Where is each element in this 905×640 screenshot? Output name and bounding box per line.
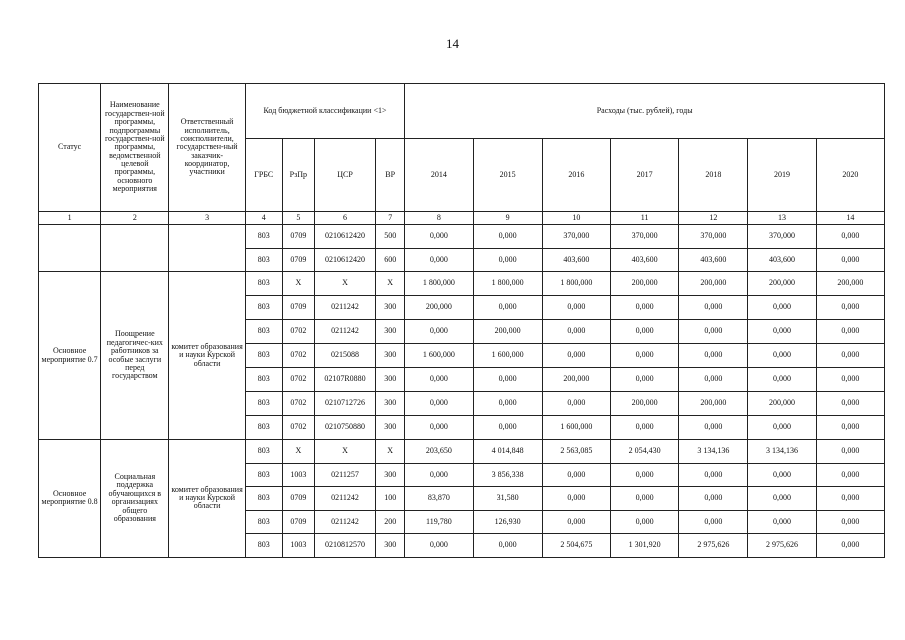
table-row — [39, 272, 885, 296]
table-cell: 0,000 — [816, 487, 884, 511]
column-number: 10 — [542, 212, 610, 225]
table-cell: 0,000 — [816, 440, 884, 464]
table-cell: 0,000 — [748, 463, 816, 487]
header-year: 2016 — [542, 139, 610, 212]
table-cell: 0,000 — [679, 344, 748, 368]
table-cell: 200,000 — [473, 320, 542, 344]
table-cell: 300 — [376, 416, 405, 440]
table-cell: 2 504,675 — [542, 534, 610, 558]
table-cell: 0,000 — [610, 368, 678, 392]
column-number: 3 — [169, 212, 245, 225]
table-cell: 0,000 — [405, 225, 473, 249]
table-cell: 0,000 — [816, 296, 884, 320]
table-cell: 0,000 — [542, 392, 610, 416]
table-cell: 403,600 — [610, 248, 678, 272]
table-cell: 126,930 — [473, 510, 542, 534]
table-cell: 803 — [245, 534, 282, 558]
table-cell: 803 — [245, 248, 282, 272]
row-name: Социальная поддержка обучающихся в организациях общего образования — [101, 440, 169, 558]
header-grbs: ГРБС — [245, 139, 282, 212]
table-cell: 4 014,848 — [473, 440, 542, 464]
table-cell: 200,000 — [405, 296, 473, 320]
table-cell: 1003 — [282, 463, 314, 487]
table-cell: 0,000 — [748, 368, 816, 392]
table-cell: 0,000 — [405, 368, 473, 392]
table-cell: 0,000 — [748, 416, 816, 440]
table-cell: Х — [282, 440, 314, 464]
table-cell: 0,000 — [473, 416, 542, 440]
table-cell: 1 800,000 — [473, 272, 542, 296]
table-cell: Х — [376, 440, 405, 464]
table-row — [39, 225, 885, 249]
table-cell: 803 — [245, 344, 282, 368]
table-cell: 0,000 — [610, 320, 678, 344]
table-cell: 1 600,000 — [473, 344, 542, 368]
table-row — [39, 440, 885, 464]
table-cell: 0,000 — [473, 248, 542, 272]
table-cell: 0,000 — [473, 392, 542, 416]
table-cell: 803 — [245, 296, 282, 320]
header-csr: ЦСР — [314, 139, 375, 212]
table-cell: 31,580 — [473, 487, 542, 511]
table-cell: 0,000 — [542, 463, 610, 487]
table-cell: 0,000 — [473, 368, 542, 392]
column-number: 9 — [473, 212, 542, 225]
table-cell: 803 — [245, 225, 282, 249]
column-number: 4 — [245, 212, 282, 225]
table-cell: 1 800,000 — [405, 272, 473, 296]
row-status — [39, 225, 101, 272]
page-number: 14 — [446, 36, 459, 51]
table-cell: 300 — [376, 534, 405, 558]
table-cell: Х — [376, 272, 405, 296]
header-year: 2018 — [679, 139, 748, 212]
header-year: 2017 — [610, 139, 678, 212]
table-cell: 803 — [245, 368, 282, 392]
table-cell: 0210750880 — [314, 416, 375, 440]
table-cell: 0709 — [282, 248, 314, 272]
table-cell: 2 563,085 — [542, 440, 610, 464]
table-cell: 300 — [376, 296, 405, 320]
column-number-row — [39, 212, 885, 225]
header-responsible: Ответственный исполнитель, соисполнители, государствен-ный заказчик-координатор, участники — [169, 84, 245, 212]
table-cell: 203,650 — [405, 440, 473, 464]
table-cell: 200,000 — [679, 392, 748, 416]
table-cell: 0,000 — [816, 344, 884, 368]
table-cell: 300 — [376, 344, 405, 368]
table-cell: 0,000 — [610, 487, 678, 511]
table-cell: 0709 — [282, 225, 314, 249]
table-cell: 0215088 — [314, 344, 375, 368]
table-cell: 0,000 — [405, 463, 473, 487]
table-cell: 0,000 — [542, 320, 610, 344]
column-number: 7 — [376, 212, 405, 225]
table-cell: 0,000 — [679, 296, 748, 320]
table-cell: 0,000 — [748, 344, 816, 368]
table-cell: 803 — [245, 463, 282, 487]
table-cell: 200,000 — [679, 272, 748, 296]
table-cell: 0709 — [282, 510, 314, 534]
table-cell: 3 134,136 — [748, 440, 816, 464]
header-year: 2019 — [748, 139, 816, 212]
column-number: 8 — [405, 212, 473, 225]
table-cell: 370,000 — [748, 225, 816, 249]
table-cell: 0,000 — [679, 487, 748, 511]
header-year: 2015 — [473, 139, 542, 212]
table-cell: 0210812570 — [314, 534, 375, 558]
row-name — [101, 225, 169, 272]
table-cell: 200,000 — [610, 272, 678, 296]
row-name: Поощрение педагогичес-ких работников за особые заслуги перед государством — [101, 272, 169, 440]
table-cell: 1003 — [282, 534, 314, 558]
table-cell: 0,000 — [405, 320, 473, 344]
table-cell: 0,000 — [679, 510, 748, 534]
table-cell: 0702 — [282, 368, 314, 392]
table-cell: 803 — [245, 510, 282, 534]
table-cell: 0,000 — [679, 368, 748, 392]
header-row-1 — [39, 84, 885, 139]
header-name: Наименование государствен-ной программы, подпрограммы государствен-ной программы, ведомственной целевой программы, основного мероприятия — [101, 84, 169, 212]
table-cell: 0,000 — [473, 534, 542, 558]
table-cell: 200,000 — [748, 392, 816, 416]
table-cell: 1 301,920 — [610, 534, 678, 558]
table-cell: 403,600 — [679, 248, 748, 272]
table-cell: 0,000 — [816, 510, 884, 534]
table-cell: 0,000 — [405, 248, 473, 272]
table-cell: 200,000 — [816, 272, 884, 296]
table-cell: 803 — [245, 272, 282, 296]
table-cell: 403,600 — [542, 248, 610, 272]
table-cell: 200 — [376, 510, 405, 534]
table-cell: 0,000 — [816, 463, 884, 487]
table-cell: 0,000 — [816, 534, 884, 558]
table-cell: Х — [314, 272, 375, 296]
table-cell: 803 — [245, 416, 282, 440]
table-cell: 0211242 — [314, 320, 375, 344]
table-cell: 0,000 — [610, 344, 678, 368]
table-cell: 0211242 — [314, 296, 375, 320]
table-cell: 3 134,136 — [679, 440, 748, 464]
table-cell: 200,000 — [542, 368, 610, 392]
row-responsible: комитет образования и науки Курской области — [169, 272, 245, 440]
budget-table — [38, 83, 885, 558]
table-cell: 0702 — [282, 344, 314, 368]
table-cell: 0,000 — [610, 296, 678, 320]
row-responsible — [169, 225, 245, 272]
table-cell: 0702 — [282, 320, 314, 344]
table-cell: 200,000 — [748, 272, 816, 296]
header-year: 2014 — [405, 139, 473, 212]
table-cell: 119,780 — [405, 510, 473, 534]
table-cell: 0211242 — [314, 487, 375, 511]
table-cell: 0,000 — [473, 296, 542, 320]
table-cell: 0,000 — [405, 392, 473, 416]
column-number: 1 — [39, 212, 101, 225]
table-cell: 803 — [245, 440, 282, 464]
header-status: Статус — [39, 84, 101, 212]
table-cell: 600 — [376, 248, 405, 272]
table-cell: 2 975,626 — [679, 534, 748, 558]
table-cell: 0,000 — [816, 392, 884, 416]
table-cell: 0,000 — [610, 510, 678, 534]
table-cell: 1 600,000 — [405, 344, 473, 368]
table-cell: 1 800,000 — [542, 272, 610, 296]
table-cell: 100 — [376, 487, 405, 511]
table-cell: 0,000 — [748, 296, 816, 320]
table-cell: 0211242 — [314, 510, 375, 534]
table-cell: 0,000 — [816, 248, 884, 272]
table-cell: 0210612420 — [314, 248, 375, 272]
table-cell: 83,870 — [405, 487, 473, 511]
table-cell: 0,000 — [542, 487, 610, 511]
header-vr: ВР — [376, 139, 405, 212]
table-cell: 0,000 — [679, 320, 748, 344]
table-cell: 0,000 — [542, 510, 610, 534]
table-cell: 200,000 — [610, 392, 678, 416]
header-expenses: Расходы (тыс. рублей), годы — [405, 84, 885, 139]
table-cell: 300 — [376, 320, 405, 344]
column-number: 11 — [610, 212, 678, 225]
table-cell: 0,000 — [748, 487, 816, 511]
table-cell: 300 — [376, 392, 405, 416]
column-number: 12 — [679, 212, 748, 225]
table-cell: 0,000 — [816, 320, 884, 344]
table-cell: 2 054,430 — [610, 440, 678, 464]
table-cell: 0,000 — [405, 416, 473, 440]
table-cell: 300 — [376, 368, 405, 392]
table-cell: 2 975,626 — [748, 534, 816, 558]
table-cell: 0702 — [282, 416, 314, 440]
table-cell: 3 856,338 — [473, 463, 542, 487]
row-status: Основное мероприятие 0.7 — [39, 272, 101, 440]
table-cell: 0702 — [282, 392, 314, 416]
column-number: 13 — [748, 212, 816, 225]
table-cell: 0,000 — [405, 534, 473, 558]
table-cell: 0709 — [282, 296, 314, 320]
table-cell: 300 — [376, 463, 405, 487]
table-cell: 0,000 — [610, 463, 678, 487]
table-cell: 803 — [245, 392, 282, 416]
table-cell: 370,000 — [610, 225, 678, 249]
column-number: 14 — [816, 212, 884, 225]
header-year: 2020 — [816, 139, 884, 212]
table-cell: 0,000 — [542, 296, 610, 320]
table-cell: 0709 — [282, 487, 314, 511]
table-cell: 0,000 — [542, 344, 610, 368]
table-cell: 0,000 — [679, 416, 748, 440]
row-status: Основное мероприятие 0.8 — [39, 440, 101, 558]
column-number: 5 — [282, 212, 314, 225]
row-responsible: комитет образования и науки Курской области — [169, 440, 245, 558]
table-cell: 0211257 — [314, 463, 375, 487]
table-cell: 0210712726 — [314, 392, 375, 416]
column-number: 6 — [314, 212, 375, 225]
table-cell: 0,000 — [748, 510, 816, 534]
table-cell: 02107R0880 — [314, 368, 375, 392]
table-cell: 0,000 — [816, 416, 884, 440]
column-number: 2 — [101, 212, 169, 225]
table-cell: 370,000 — [542, 225, 610, 249]
table-cell: 0,000 — [473, 225, 542, 249]
table-cell: Х — [282, 272, 314, 296]
table-cell: 0,000 — [816, 225, 884, 249]
table-cell: 0,000 — [610, 416, 678, 440]
table-cell: 500 — [376, 225, 405, 249]
table-cell: 0,000 — [679, 463, 748, 487]
table-cell: 0,000 — [816, 368, 884, 392]
header-rzpr: РзПр — [282, 139, 314, 212]
table-cell: 1 600,000 — [542, 416, 610, 440]
table-cell: 370,000 — [679, 225, 748, 249]
header-budget-code: Код бюджетной классификации <1> — [245, 84, 405, 139]
table-cell: 0,000 — [748, 320, 816, 344]
table-cell: 403,600 — [748, 248, 816, 272]
table-cell: 803 — [245, 487, 282, 511]
table-cell: Х — [314, 440, 375, 464]
table-cell: 0210612420 — [314, 225, 375, 249]
table-cell: 803 — [245, 320, 282, 344]
